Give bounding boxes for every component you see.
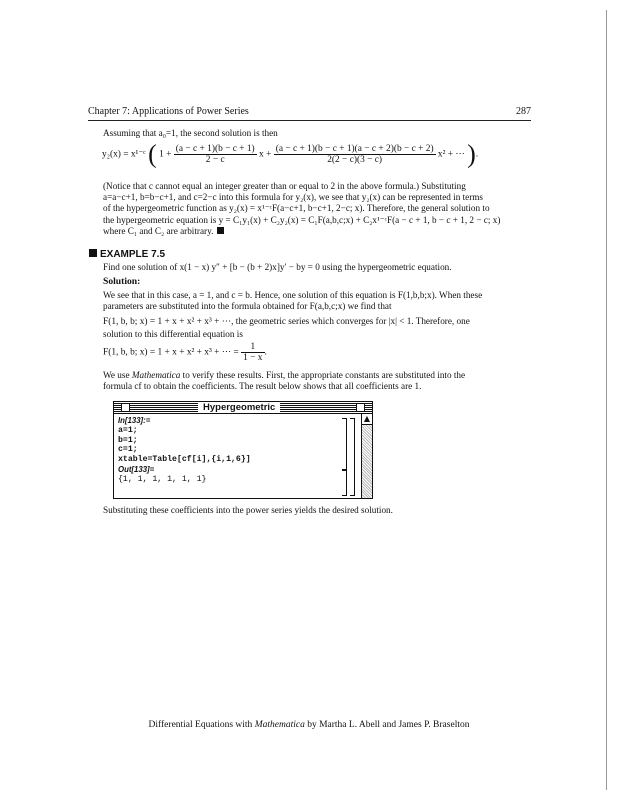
output-label: Out[133]= (118, 464, 155, 474)
mma-pre: We use (103, 370, 132, 380)
equation-second-solution (102, 139, 479, 169)
solution-paragraph-1 (103, 290, 531, 312)
notice-line-4: the hypergeometric equation is y = C₁y₁(x) + C₂y₂(x) = C₁F(a,b,c;x) + C₂x¹⁻ᶜF(a − c + 1, b − c + 1, 2 − c; x) (103, 214, 501, 225)
code-line-2[interactable]: b=1; (118, 435, 138, 445)
eq1-term2-denominator: 2(2 − c)(3 − c) (327, 155, 383, 165)
code-line-4[interactable]: xtable=Table[cf[i],{i,1,6}] (118, 455, 251, 465)
footer-book-title: Mathematica (254, 720, 305, 730)
eq1-one-plus: 1 + (159, 149, 172, 160)
closed-form-denominator: 1 − x (243, 353, 263, 363)
eq1-period: . (475, 149, 479, 160)
code-line-1[interactable]: a=1; (118, 425, 138, 435)
notice-line-3: of the hypergeometric function as y₂(x) = x¹⁻ᶜF(a−c+1, b−c+1, 2−c; x). Therefore, the general solution to (103, 203, 490, 214)
mathematica-paragraph (103, 370, 531, 392)
output-value: {1, 1, 1, 1, 1, 1} (118, 474, 207, 484)
notebook-title: Hypergeometric (198, 402, 280, 413)
mma-name: Mathematica (131, 370, 181, 380)
page-number: 287 (516, 106, 531, 117)
eq1-lhs: y₂(x) = x¹⁻ᶜ (102, 149, 146, 160)
eq1-term1-denominator: 2 − c (205, 155, 225, 165)
notice-line-2: a=a−c+1, b=b−c+1, and c=2−c into this formula for y₂(x), we see that y₂(x) can be represented in terms (103, 192, 484, 203)
notice-line-1: (Notice that c cannot equal an integer greater than or equal to 2 in the above formula.) Substituting (103, 181, 466, 191)
notebook-title-bar[interactable] (114, 402, 372, 414)
solution-line-2: parameters are substituted into the formula obtained for F(a,b,c;x) we find that (103, 301, 392, 312)
eq1-term2-numerator: (a − c + 1)(b − c + 1)(a − c + 2)(b − c + 2) (275, 144, 434, 154)
eq1-term2-fraction (274, 144, 436, 165)
chapter-title: Chapter 7: Applications of Power Series (88, 106, 249, 117)
group-cell-bracket[interactable] (350, 418, 355, 496)
solution-line-3: solution to this differential equation is (103, 329, 243, 339)
footer-pre: Differential Equations with (148, 720, 255, 730)
notice-line-5 (103, 226, 531, 237)
example-problem: Find one solution of x(1 − x) y″ + [b − (b + 2)x]y′ − by = 0 using the hypergeometric equation. (103, 262, 452, 272)
footer-post: by Martha L. Abell and James P. Braselton (304, 720, 470, 730)
series-text: , the geometric series which converges for |x| < 1. Therefore, one (231, 316, 470, 326)
eq1-open-paren: ( (148, 139, 157, 169)
eq1-term1-fraction (174, 144, 257, 165)
output-cell-bracket[interactable] (342, 470, 347, 496)
header-rule (88, 120, 531, 121)
input-cell-bracket[interactable] (342, 418, 347, 470)
eq1-term2-var: x² + ⋯ (437, 149, 465, 160)
eq1-term1-var: x + (259, 149, 272, 160)
code-line-3[interactable]: c=1; (118, 445, 138, 455)
eq1-close-paren: ) (467, 139, 476, 169)
solution-heading: Solution: (103, 276, 141, 287)
notebook-cells[interactable] (118, 416, 251, 485)
solution-line-1: We see that in this case, a = 1, and c = b. Hence, one solution of this equation is F(1,b,b;x). When these (103, 290, 483, 300)
series-equation: F(1, b, b; x) = 1 + x + x² + x³ + ⋯ (103, 317, 232, 327)
mathematica-line-2: formula cf to obtain the coefficients. The result below shows that all coefficients are 1. (103, 381, 422, 392)
end-of-proof-square (217, 227, 224, 234)
page-edge (606, 10, 607, 790)
eq1-term1-numerator: (a − c + 1)(b − c + 1) (175, 144, 255, 154)
close-box-icon[interactable] (121, 403, 130, 412)
mma-post: to verify these results. First, the appropriate constants are substituted into the (180, 370, 466, 380)
closed-form-fraction (241, 342, 264, 363)
example-bullet-square (89, 249, 97, 257)
zoom-box-icon[interactable] (356, 403, 365, 412)
closed-form-equation (103, 342, 267, 363)
input-label: In[133]:= (118, 416, 151, 425)
example-heading (89, 249, 165, 260)
scroll-up-arrow-icon[interactable]: ▲ (363, 414, 371, 423)
closed-form-lhs: F(1, b, b; x) = 1 + x + x² + x³ + ⋯ = (103, 347, 239, 358)
notice-paragraph (103, 181, 531, 237)
closed-form-numerator: 1 (241, 342, 264, 353)
notice-line-5-text: where C₁ and C₂ are arbitrary. (103, 225, 214, 236)
series-line (103, 316, 470, 327)
example-title: EXAMPLE 7.5 (100, 249, 166, 260)
intro-sentence: Assuming that a₀=1, the second solution is then (103, 128, 278, 138)
notebook-scrollbar[interactable] (361, 414, 372, 498)
page-footer (0, 720, 618, 730)
mathematica-line-1 (103, 370, 531, 381)
closing-sentence: Substituting these coefficients into the power series yields the desired solution. (103, 505, 393, 515)
notebook-window[interactable] (113, 401, 373, 499)
closed-form-period: . (264, 347, 267, 358)
